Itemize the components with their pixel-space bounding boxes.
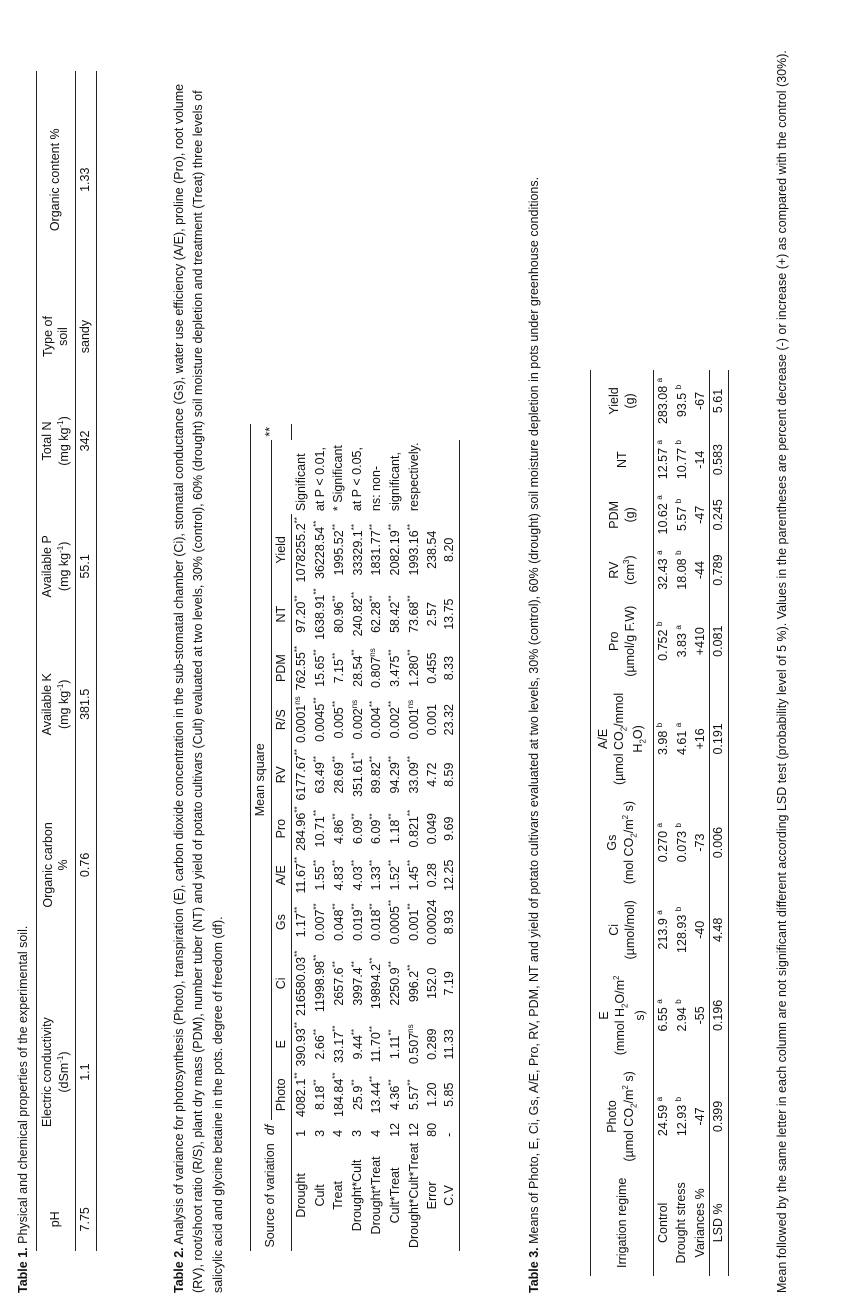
t2-cell: 73.68** [405,595,422,633]
t3-regime: Control [655,1202,670,1243]
t3-header-ae: A/E (µmol $CO_2$/mmol $H_2O$) [591,685,654,793]
t2-cell: 11.70** [368,1025,384,1063]
t2-cell: 9.44** [349,1028,365,1060]
t3-cell: 0.191 [710,685,729,793]
t2-cell: 0.00024 [424,899,439,945]
t2-cell: 28.54** [349,649,365,687]
t2-cell: $0.001^{ns}$ [405,699,422,740]
t2-cell: 13.75 [441,585,459,642]
t2-cell: 0.004** [368,700,384,739]
t2-cell: 11.67** [293,856,309,894]
table3 [590,370,729,1276]
t2-source-of-variation: Error [424,1181,439,1210]
t3-cell: -47 [692,1107,707,1126]
t2-col-header: RV [271,746,292,803]
t2-cell: 2.66** [312,1028,328,1060]
t3-cell: 3.98 $^b$ [655,722,671,756]
t2-cell: 0.018** [368,903,384,941]
t3-cell: -47 [692,505,707,524]
t2-col-header: NT [271,585,292,642]
t3-cell: 10.62 $^a$ [655,495,671,535]
table-row [311,424,330,1251]
t3-header-ci: Ci (µmol/mol) [591,892,654,967]
t2-source-of-variation: Drought*Cult [350,1159,365,1232]
t2-cell: 216580.03** [293,950,309,1017]
t3-cell: -55 [692,1006,707,1025]
t3-header-nt: NT [591,432,654,487]
t2-source-of-variation: Cult [312,1184,327,1207]
t2-cell: 0.289 [424,1028,439,1060]
t2-cell: 0.001 [424,704,439,736]
t2-cell: 89.82** [368,755,384,794]
t1-cell: 7.75 [76,1188,97,1251]
t3-regime: LSD % [710,1170,729,1276]
t3-cell: +16 [692,728,707,750]
t2-cell: 5.85 [441,1069,459,1119]
t2-col-header: PDM [271,643,292,693]
t3-cell: 0.789 [710,542,729,597]
t1-cell: 1.1 [76,957,97,1188]
table-row [330,424,349,1251]
t3-cell: 4.48 [710,892,729,967]
table-row [673,370,692,1276]
t2-cell: 19894.2** [368,957,384,1010]
t2-cell: 0.048** [330,903,346,941]
t2-cell: 7.15** [330,652,346,684]
t2-cell: 1.33** [368,859,384,891]
table-row [710,370,729,1276]
table3-footnote: Mean followed by the same letter in each column are not significant different according LSD test (probability level of 5 %). Values in the parentheses are percent decrease (-) or increase (+) as compared with the control (30%). [775,50,789,1293]
t2-cell: 762.55** [293,645,309,691]
t2-cell: 1.52** [387,859,403,891]
t3-cell: 0.583 [710,432,729,487]
table-row [405,424,424,1251]
t2-source-of-variation: Drought [293,1173,308,1218]
t2-note: ns: non- [368,465,383,512]
t2-col-header: E [271,1019,292,1069]
t2-cell: 0.001** [405,903,422,941]
t1-header-oc: Organic carbon % [37,773,76,956]
t3-header-pro: Pro (µmol/g F.W) [591,598,654,685]
t2-source-of-variation: Treat [331,1181,346,1210]
table-row [292,424,311,1251]
t2-cell: 1.20 [424,1082,439,1107]
t3-header-gs: Gs (mol $CO_2/m^2$ s) [591,793,654,892]
t2-cell: 0.0045** [312,697,328,742]
t2-df: 12 [406,1122,421,1137]
t3-cell: 2.94 $^b$ [673,999,689,1032]
t2-cell: 11998.98** [312,954,328,1013]
t2-cell: 12.25 [441,854,459,897]
table-row [692,370,710,1276]
t2-cell: 0.007** [312,903,328,941]
t2-cell: 152.0 [424,967,439,999]
t2-cell: 1993.16** [405,524,422,576]
t2-cell: 33.17** [330,1025,346,1064]
t2-cell: 238.54 [424,530,439,569]
t2-df: 4 [368,1129,383,1137]
t2-col-header: A/E [271,854,292,897]
t3-cell: 128.93 $^b$ [673,906,689,953]
t3-cell: 32.43 $^a$ [655,550,671,590]
t2-cell: 1.17** [293,906,309,938]
t3-header-irrigation: Irrigation regime [591,1170,654,1276]
t2-cell: 8.59 [441,746,459,803]
t2-col-header: Pro [271,803,292,853]
t2-cell: 6177.67** [293,749,309,801]
t2-df: 3 [350,1129,365,1137]
t3-cell: 24.59 $^a$ [655,1096,671,1137]
table-row [349,424,368,1251]
t2-cell: 0.455 [424,652,439,684]
t2-col-header: Photo [271,1069,292,1119]
t3-header-e: E (mmol $H_2O/m^2$ s) [591,968,654,1064]
t3-regime: Drought stress [674,1182,689,1264]
t2-df: - [441,1120,459,1140]
t3-cell: 0.270 $^a$ [655,823,671,863]
t3-header-pdm: PDM (g) [591,487,654,542]
t3-cell: 213.9 $^a$ [655,910,671,950]
t1-header-type: Type of soil [37,288,76,384]
t1-header-organic: Organic content % [37,71,76,288]
t3-cell: -14 [692,450,707,469]
t2-cell: 80.96** [330,595,346,633]
t2-cell: 94.29** [387,755,403,794]
t2-note: * Significant [331,445,346,512]
t2-cell: 1.55** [312,859,328,891]
t2-source-of-variation: Drought*Cult*Treat [406,1142,421,1248]
t3-cell: 0.399 [710,1063,729,1169]
t3-cell: 6.55 $^a$ [655,999,671,1032]
table2 [250,424,460,1251]
t2-cell: 1995.52** [330,524,346,576]
t2-cell: 284.96** [293,806,309,851]
table-row [386,424,405,1251]
t2-cell: 9.69 [441,803,459,853]
t2-cell: 6.09** [349,813,365,844]
t2-source-of-variation: Drought*Treat [368,1156,383,1235]
t2-cell: 4082.1** [293,1072,309,1117]
t1-cell: sandy [76,288,97,384]
t3-cell: 4.61 $^a$ [673,722,689,756]
t3-cell: 0.081 [710,598,729,685]
t1-header-k: Available K (mg $kg^{-1}$) [37,635,76,773]
t3-cell: 3.83 $^a$ [673,625,689,658]
t2-cell: $0.002^{ns}$ [349,699,365,740]
table3-caption: Table 3. Means of Photo, E, Ci, Gs, A/E, Pro, RV, PDM, NT and yield of potato cultivars evaluated at two levels, 30% (control), 60% (drought) soil moisture depletion in pots under greenhouse conditions. [527,176,541,1293]
t2-cell: 63.49** [312,755,328,794]
t2-cell: 996.2** [405,964,422,1003]
t1-header-p: Available P (mg $kg^{-1}$) [37,497,76,635]
t2-cell: 184.84** [330,1072,346,1117]
table1 [36,71,97,1251]
t2-cell: 7.19 [441,948,459,1019]
t3-cell: -67 [692,391,707,410]
t2-cell: 25.9** [349,1079,365,1111]
t3-cell: +410 [692,627,707,656]
t2-col-header: Ci [271,948,292,1019]
t2-cell: 6.09** [368,813,384,844]
t3-cell: 5.57 $^b$ [673,498,689,531]
t2-source-of-variation: Cult*Treat [387,1167,402,1224]
t3-header-yield: Yield (g) [591,370,654,432]
t2-cell: 15.65** [312,649,328,687]
t2-cell: 4.03** [349,859,365,891]
t2-cell: 58.42** [387,595,403,633]
t2-cell: 1.280** [405,649,422,687]
t2-cell: 0.002** [387,700,403,739]
t2-df: 12 [387,1122,402,1137]
t2-note [441,440,459,515]
t2-col-header: Yield [271,514,292,585]
t2-cell: 0.821** [405,809,422,848]
t3-cell: 12.93 $^b$ [673,1096,689,1137]
t2-cell: 33.09** [405,755,422,794]
table-row [654,370,673,1276]
t3-cell: 0.245 [710,487,729,542]
t2-cell: 0.019** [349,903,365,941]
t2-cell: 28.69** [330,755,346,794]
t1-header-ph: pH [37,1188,76,1251]
t3-cell: 93.5 $^b$ [673,384,689,418]
t2-note: at P < 0.05, [350,447,365,512]
t2-cell: 33329.1** [349,524,365,576]
t1-cell: 342 [76,385,97,498]
t2-cell: 1.45** [405,859,422,891]
table-row [76,71,97,1251]
t2-source-of-variation: C.V [441,1140,459,1251]
t3-cell: -73 [692,833,707,852]
t2-cell: 10.71** [312,809,328,848]
t2-cell: 8.20 [441,514,459,585]
t2-cell: 8.18** [312,1079,328,1111]
t2-note: significant, [387,452,402,512]
t2-cell: 4.86** [330,813,346,844]
t3-header-photo: Photo (µmol $CO_2/m^2$ s) [591,1063,654,1169]
t2-cell: 1831.77** [368,524,384,576]
table-row [367,424,386,1251]
t3-cell: 0.073 $^b$ [673,823,689,863]
t2-cell: 36228.54** [312,520,328,579]
t3-cell: 0.006 [710,793,729,892]
t3-cell: 12.57 $^a$ [655,440,671,480]
t2-cell: 1638.91** [312,588,328,640]
t2-cell: 1.18** [387,813,403,844]
t3-cell: -44 [692,561,707,580]
t1-cell: 381.5 [76,635,97,773]
t2-cell: 5.57** [405,1079,422,1111]
t3-cell: 10.77 $^b$ [673,440,689,480]
t2-cell: 4.83** [330,859,346,891]
t1-cell: 55.1 [76,497,97,635]
t2-note [424,440,442,515]
t2-note: respectively. [406,442,421,512]
t2-header-sov: Source of variation [251,1140,292,1251]
table1-caption: Table 1. Physical and chemical properties of the experimental soil. [16,925,30,1293]
t2-header-df: df [251,1120,292,1140]
t1-header-ec: Electric conductivity (dSm$^{-1}$) [37,957,76,1188]
t2-cell: 2250.9** [387,961,403,1006]
t2-cell: 23.32 [441,693,459,746]
t2-cell: 240.82** [349,591,365,637]
t2-df: 4 [331,1129,346,1137]
t2-cell: 2082.19** [387,524,403,576]
t3-cell: 18.08 $^b$ [673,550,689,590]
t2-cell: 390.93** [293,1022,309,1067]
t2-cell: 62.28** [368,595,384,633]
t2-header-note: ** [251,424,292,440]
t2-cell: 13.44** [368,1075,384,1114]
t3-regime: Variances % [692,1188,707,1258]
t2-cell: 1.11** [387,1029,403,1060]
table2-caption: Table 2. Analysis of variance for photosynthesis (Photo), transpiration (E), carbon dioxide concentration in the sub-stomatal chamber (Ci), stomatal conductance (Gs), water use efficiency (A/E), proline (Pro), root volume (RV), root/shoot ratio (R/S), plant dry mass (PDM), number tuber (NT) and yield of potato cultivars (Cult) evaluated at two levels, 30% (control), 60% (drought) soil moisture depletion and treatment (Treat) three levels of salicylic acid and glycine betaine in the pots. degree of freedom (df). [172,83,225,1293]
t2-cell: 4.72 [424,762,439,787]
t2-cell: 0.28 [424,863,439,888]
t2-note: Significant [293,453,308,512]
t3-cell: 5.61 [710,370,729,432]
t3-cell: 283.08 $^a$ [655,377,671,425]
t2-cell: 3.475** [387,649,403,687]
t2-df: 3 [312,1129,327,1137]
t2-cell: 351.61** [349,752,365,797]
t2-col-header: R/S [271,693,292,746]
t3-cell: 0.196 [710,968,729,1064]
t3-cell: -40 [692,920,707,939]
t2-cell: 4.36** [387,1079,403,1111]
t2-cell: 8.93 [441,897,459,948]
t2-cell: $0.0001^{ns}$ [293,696,309,744]
t2-cell: 0.049 [424,813,439,845]
t2-cell: 0.0005** [387,899,403,945]
t2-cell: 11.33 [441,1019,459,1069]
t3-cell: 0.752 $^b$ [655,621,671,661]
t2-cell: 2657.6** [330,961,346,1006]
t2-cell: 3997.4** [349,961,365,1006]
t2-cell: 8.33 [441,643,459,693]
t2-cell: 2.57 [424,601,439,627]
table-row [441,424,459,1251]
t2-note: at P < 0.01, [312,447,327,512]
t2-df: 1 [293,1129,308,1137]
t2-col-header: Gs [271,897,292,948]
t2-cell: 0.005** [330,700,346,739]
t2-header-mean-square: Mean square [251,440,272,1120]
t2-cell: $0.507^{ns}$ [405,1024,422,1065]
t1-cell: 0.76 [76,773,97,956]
t1-cell: 1.33 [76,71,97,288]
t2-cell: 97.20** [293,595,309,633]
t2-cell: 1078255.2** [293,517,309,583]
t2-df: 80 [424,1122,439,1137]
table-row [424,424,442,1251]
t1-header-n: Total N (mg $kg^{-1}$) [37,385,76,498]
t3-header-rv: RV $(cm^3)$ [591,542,654,597]
t2-cell: $0.807^{ns}$ [368,648,384,688]
